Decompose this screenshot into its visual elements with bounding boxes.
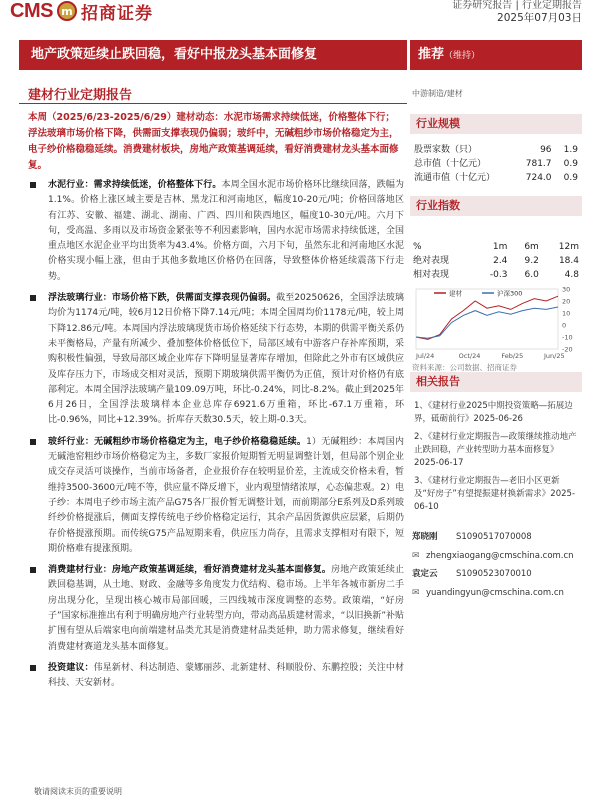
logo-mark-icon: m [57, 1, 77, 21]
x-tick-label: Feb/25 [501, 352, 524, 360]
cell-label: 总市值（十亿元） [414, 159, 487, 169]
table-row [410, 157, 582, 171]
table-row [410, 171, 582, 185]
bullet-text: 伟星新材、科达制造、蒙娜丽莎、北新建材、科顺股份、东鹏控股；关注中材科技、天安新材。 [48, 662, 404, 689]
section-head-scale: 行业规模 [410, 114, 582, 134]
bullet-square-icon [30, 665, 36, 671]
col-header: 6m [524, 242, 539, 252]
logo-cms: CMS [10, 0, 53, 22]
bullet-glass [28, 291, 404, 429]
rating-label: 推荐 [418, 47, 445, 62]
cell-value: -0.3 [489, 270, 508, 280]
x-tick-label: Oct/24 [458, 352, 481, 360]
analyst-id: S1090523070010 [456, 569, 532, 579]
bullet-text: 房地产政策延续止跌回稳基调，从土地、财政、金融等多角度发力优结构、稳市场。上半年各城市新房二手房出现分化，呈现出核心城市局部回暖，三四线城市深度调整的态势。政策端，“好房子”国家标准推出有利于明确房地产行业转型方向，带动高品质建材需求，“以旧换新”补贴扩围有望从后端家电向前端建材品类尤其是消费建材品类延伸，助力需求修复，继续看好消费建材赛道龙头基本面修复。 [48, 565, 404, 652]
related-report-link[interactable]: 1、《建材行业2025中期投资策略—拓展边界，砥砺前行》2025-06-26 [414, 401, 573, 424]
series-line-1 [416, 307, 558, 338]
bullet-text: 截至20250626，全国浮法玻璃均价为1174元/吨，较6月12日价格下降7.14元/吨；本周全国周均价1178元/吨，较上周下降12.86元/吨。本周国内浮法玻璃现货市场价格延续下行态势，本期的供需平衡关系仍未平衡格局，产量有所减少、叠加整体价格低位下，局部区域有中游客户存补库预期，采购积极性偏强，导致局部区域企业库存下降明显显著库存增加，但除此之外市有区域供应及库存压力下，市场成交相对灵活，预期下期玻璃供需平衡仍为正值，预计对价格仍有底部利定。本周全国浮法玻璃产量109.09万吨，环比-0.24%，同比-8.2%。截止到2025年6月26日，全国浮法玻璃样本企业总库存6921.6万重箱，环比-67.1万重箱，环比-0.96%，同比+12.39%。折库存天数30.5天，较上期-0.3天。 [48, 293, 404, 426]
cell-value: 4.8 [564, 270, 579, 280]
table-row [410, 143, 582, 157]
table-row [410, 268, 582, 282]
bullet-fiberglass [28, 435, 404, 557]
section-head-index: 行业指数 [410, 196, 582, 216]
page-header [0, 0, 600, 30]
related-report-link[interactable]: 2、《建材行业定期报告—政策继续推动地产止跌回稳，产业转型助力基本面修复》2025-06-17 [414, 432, 577, 468]
cell-label: 相对表现 [413, 270, 450, 280]
y-tick-label: 0 [562, 321, 567, 330]
y-tick-label: 20 [562, 297, 571, 306]
rating-banner [410, 40, 582, 70]
index-chart [410, 283, 582, 363]
bullet-square-icon [30, 567, 36, 573]
footer-note: 敬请阅读末页的重要说明 [34, 787, 122, 796]
bullet-text: 本周全国水泥市场价格环比继续回落，跌幅为1.1%。价格上涨区域主要是吉林、黑龙江和河南地区，幅度10-20元/吨；价格回落地区有江苏、安徽、福建、湖北、湖南、广西、四川和陕西地区，幅度10-30元/吨。六月下旬，受高温、多雨以及市场资金紧张等不利因素影响，国内水泥市场需求持续低迷，全国重点地区水泥企业平均出货率为43.4%。价格方面，六月下旬，虽然东北和河南地区水泥价格实现小幅上涨，但由于其他多数地区价格仍在回落，导致整体价格延续震荡下行走势。 [48, 180, 404, 282]
performance-table [410, 240, 582, 282]
analyst-id: S1090517070008 [456, 532, 532, 542]
cell-value: 18.4 [558, 256, 579, 266]
cell-value: 96 [540, 145, 552, 155]
cell-pct: 0.9 [563, 173, 578, 183]
plot-frame [416, 289, 558, 349]
legend-label: 建材 [449, 289, 462, 298]
bullet-lead: 浮法玻璃行业：市场价格下跌，供需面支撑表现仍偏弱。 [48, 293, 277, 304]
x-tick-label: Jul/24 [416, 352, 435, 360]
col-header: 1m [492, 242, 508, 252]
bullet-square-icon [30, 295, 36, 301]
series-line-0 [416, 296, 558, 339]
headline-banner: 地产政策延续止跌回稳，看好中报龙头基本面修复 [19, 40, 407, 70]
table-row [410, 254, 582, 268]
header-right [452, 0, 582, 24]
related-reports [414, 400, 580, 519]
title-divider [19, 103, 407, 104]
bullet-square-icon [30, 182, 36, 188]
logo-cn: 招商证券 [80, 3, 153, 24]
y-tick-label: -10 [562, 333, 573, 342]
rating-note: （维持） [444, 51, 481, 61]
x-tick-label: Jun/25 [544, 352, 565, 360]
y-tick-label: -20 [562, 345, 573, 354]
report-title: 建材行业定期报告 [28, 88, 133, 103]
bullet-cement [28, 178, 404, 285]
cell-pct: 1.9 [563, 145, 578, 155]
cell-value: 781.7 [525, 159, 552, 169]
analyst-row [412, 568, 582, 581]
bullet-lead: 投资建议： [48, 662, 94, 673]
index-chart-svg [410, 283, 582, 363]
legend-label: 沪深300 [497, 289, 523, 298]
y-tick-label: 30 [562, 285, 571, 294]
cell-pct: 0.9 [563, 159, 578, 169]
bullet-lead: 水泥行业：需求持续低迷，价格整体下行。 [48, 180, 222, 190]
chart-source: 资料来源：公司数据、招商证券 [412, 363, 517, 372]
table-header-row [410, 240, 582, 254]
cell-label: 绝对表现 [413, 256, 450, 266]
cell-value: 9.2 [524, 256, 539, 266]
col-header: % [413, 242, 422, 252]
bullet-consumer-materials [28, 563, 404, 655]
cell-value: 6.0 [524, 270, 539, 280]
scale-table [410, 143, 582, 185]
y-tick-label: 10 [562, 309, 571, 318]
analyst-name: 郑晓刚 [412, 532, 438, 542]
bullet-square-icon [30, 439, 36, 445]
bullet-text: 1）无碱粗纱：本周国内无碱池窑粗纱市场价格稳定为主，多数厂家报价短期暂无明显调整计划，但局部个别企业成交存灵活可谈操作，当前市场备者，企业报价存在较明显价差，主流成交价格未看，暂维持3500-3600元/吨不等，供应量不降反增下，业内观望情绪浓厚，心态偏悲观。2）电子纱：本周电子纱市场主流产品G75各厂报价暂无调整计划，而前期部分E系列及D系列玻纤纱价格提涨后，侧面支撑传统电子纱价格稳定运行，其余产品因货源供应层紧，后期仍存价格提涨预期。而传统G75产品短期来看，供应压力尚存，且需求支撑相对有限下，短期价格难有提涨预期。 [48, 436, 404, 554]
summary-paragraph: 本周（2025/6/23-2025/6/29）建材动态：水泥市场需求持续低迷，价格整体下行；浮法玻璃市场价格下降，供需面支撑表现仍偏弱；玻纤中，无碱粗纱市场价格稳定为主，电子纱价格稳稳延续。消费建材板块，房地产政策基调延续，看好消费建材龙头基本面修复。 [28, 112, 399, 171]
bullet-list [28, 178, 404, 698]
cell-value: 2.4 [493, 256, 508, 266]
report-date: 2025年07月03日 [497, 12, 582, 24]
analyst-block [412, 531, 582, 599]
related-report-link[interactable]: 3、《建材行业定期报告—老旧小区更新及“好房子”有望提振建材换新需求》2025-06-10 [414, 476, 576, 512]
analyst-email[interactable]: ✉ yuandingyun@cmschina.com.cn [412, 587, 582, 600]
analyst-name: 袁定云 [412, 569, 438, 579]
section-head-related: 相关报告 [410, 372, 582, 392]
industry-label: 中游制造/建材 [412, 89, 463, 98]
bullet-lead: 消费建材行业：房地产政策基调延续，看好消费建材龙头基本面修复。 [48, 565, 332, 576]
analyst-row [412, 531, 582, 544]
cell-label: 流通市值（十亿元） [414, 173, 496, 183]
report-type: 证券研究报告 | 行业定期报告 [452, 0, 582, 11]
col-header: 12m [558, 242, 579, 252]
cell-value: 724.0 [525, 173, 552, 183]
logo [10, 0, 153, 22]
analyst-email[interactable]: ✉ zhengxiaogang@cmschina.com.cn [412, 550, 582, 563]
cell-label: 股票家数（只） [414, 145, 478, 155]
bullet-lead: 玻纤行业：无碱粗纱市场价格稳定为主，电子纱价格稳稳延续。 [48, 436, 307, 447]
bullet-investment [28, 661, 404, 692]
